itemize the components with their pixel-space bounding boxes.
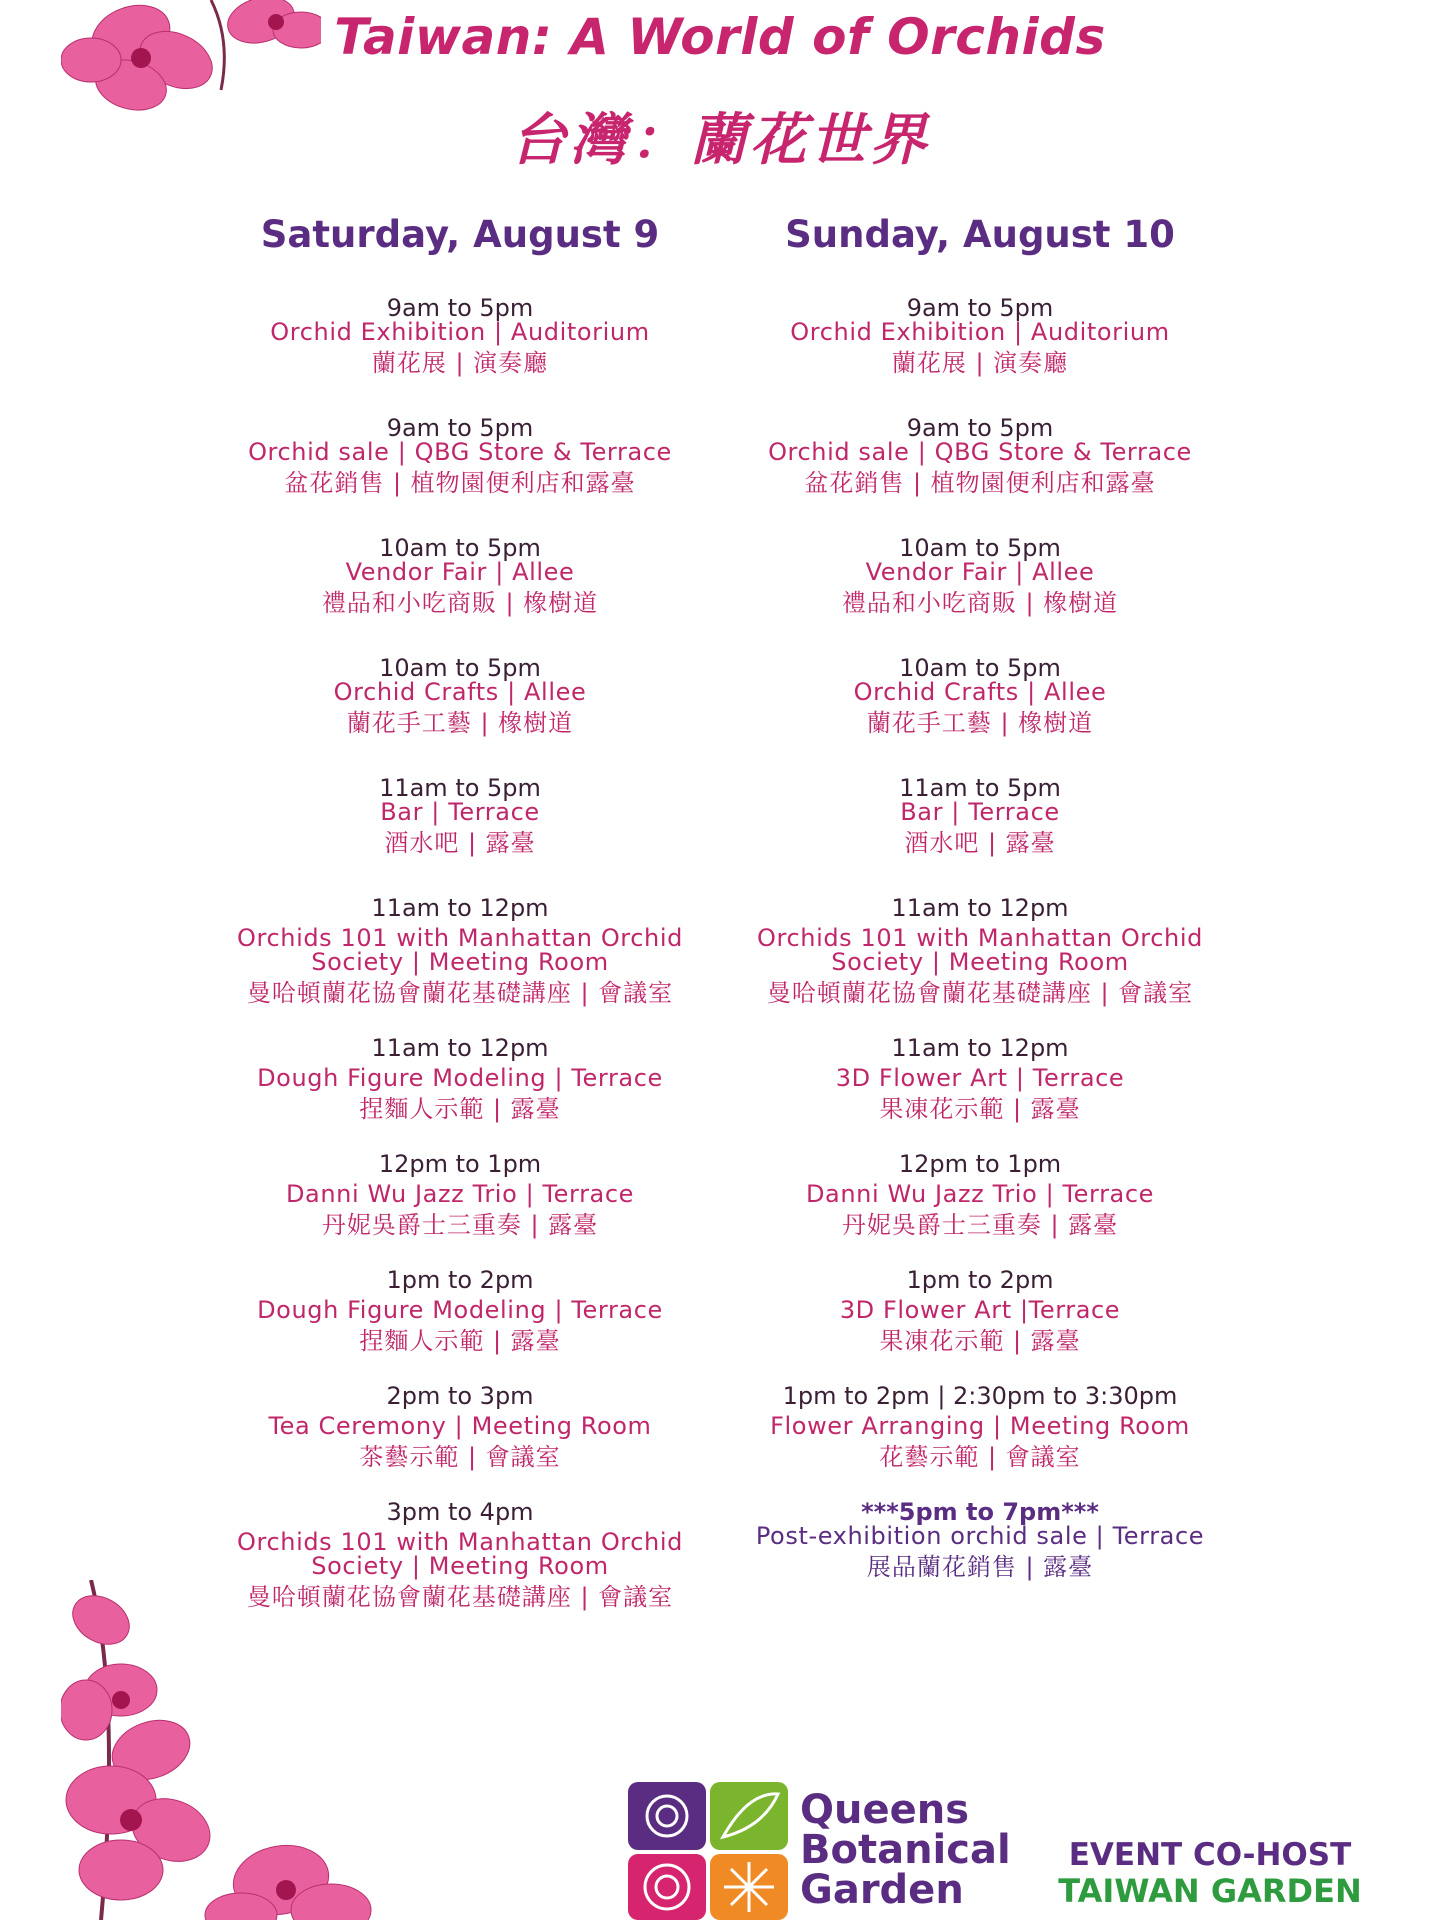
- event-time: 11am to 5pm: [379, 774, 541, 802]
- event-name: Orchid sale | QBG Store & Terrace: [248, 438, 672, 466]
- event-name-chinese: 丹妮吳爵士三重奏 | 露臺: [321, 1211, 599, 1239]
- event-name: Post-exhibition orchid sale | Terrace: [755, 1522, 1205, 1550]
- event-time: 11am to 12pm: [371, 894, 549, 922]
- event-time: 10am to 5pm: [379, 654, 541, 682]
- event-name: Orchids 101 with Manhattan Orchid Society | Meeting Room: [237, 924, 683, 976]
- event-name-chinese: 捏麵人示範 | 露臺: [359, 1095, 561, 1123]
- event-item: [200, 536, 720, 616]
- event-time: 11am to 12pm: [371, 1034, 549, 1062]
- event-item: [200, 1500, 720, 1610]
- event-time: 11am to 5pm: [899, 774, 1061, 802]
- event-name: 3D Flower Art | Terrace: [835, 1064, 1125, 1092]
- event-item: [720, 536, 1240, 616]
- event-time: 10am to 5pm: [899, 654, 1061, 682]
- event-item: [200, 416, 720, 496]
- event-item: [720, 656, 1240, 736]
- event-name: Dough Figure Modeling | Terrace: [257, 1296, 663, 1324]
- event-cohost: [1040, 1838, 1380, 1910]
- logo-line-botanical: Botanical: [800, 1827, 1011, 1873]
- event-name: Danni Wu Jazz Trio | Terrace: [805, 1180, 1155, 1208]
- event-time: 9am to 5pm: [906, 294, 1054, 322]
- event-name-chinese: 蘭花手工藝 | 橡樹道: [346, 709, 574, 737]
- event-item: [720, 896, 1240, 1006]
- event-name: Orchid sale | QBG Store & Terrace: [768, 438, 1192, 466]
- event-name-chinese: 花藝示範 | 會議室: [879, 1443, 1081, 1471]
- event-name: Bar | Terrace: [380, 798, 540, 826]
- event-item: [720, 1152, 1240, 1238]
- event-time: 9am to 5pm: [386, 414, 534, 442]
- event-item: [200, 1036, 720, 1122]
- event-time: 9am to 5pm: [386, 294, 534, 322]
- event-time: 11am to 12pm: [891, 894, 1069, 922]
- event-name-chinese: 果凍花示範 | 露臺: [879, 1327, 1081, 1355]
- event-name: Flower Arranging | Meeting Room: [770, 1412, 1190, 1440]
- event-name: Orchid Crafts | Allee: [853, 678, 1107, 706]
- event-name: Orchid Exhibition | Auditorium: [790, 318, 1170, 346]
- event-name-chinese: 茶藝示範 | 會議室: [359, 1443, 561, 1471]
- sunday-column: [720, 212, 1240, 1580]
- event-item: [200, 776, 720, 856]
- event-item: [720, 1384, 1240, 1470]
- event-name: 3D Flower Art |Terrace: [839, 1296, 1121, 1324]
- queens-botanical-garden-logo-text: [800, 1787, 1011, 1913]
- poster-title-chinese: 台灣：蘭花世界: [510, 108, 930, 173]
- event-time: 12pm to 1pm: [898, 1150, 1062, 1178]
- event-time: 2pm to 3pm: [386, 1382, 534, 1410]
- event-name-chinese: 曼哈頓蘭花協會蘭花基礎講座 | 會議室: [246, 1583, 674, 1611]
- event-item: [200, 1268, 720, 1354]
- event-name-chinese: 盆花銷售 | 植物園便利店和露臺: [804, 469, 1156, 497]
- event-item: [200, 1152, 720, 1238]
- event-time: 1pm to 2pm: [906, 1266, 1054, 1294]
- event-time: 11am to 12pm: [891, 1034, 1069, 1062]
- event-name-chinese: 丹妮吳爵士三重奏 | 露臺: [841, 1211, 1119, 1239]
- event-time: 1pm to 2pm | 2:30pm to 3:30pm: [782, 1382, 1178, 1410]
- event-name: Orchids 101 with Manhattan Orchid Society | Meeting Room: [237, 1528, 683, 1580]
- orchid-decoration-bottom-left: [61, 1580, 381, 1920]
- queens-botanical-garden-logo-mark: [628, 1782, 788, 1920]
- event-item: [720, 1036, 1240, 1122]
- event-item: [200, 296, 720, 376]
- cohost-name: TAIWAN GARDEN: [1058, 1872, 1362, 1910]
- event-item: [720, 1268, 1240, 1354]
- event-name: Vendor Fair | Allee: [345, 558, 575, 586]
- event-time: ***5pm to 7pm***: [861, 1498, 1099, 1526]
- poster-title-english: Taiwan: A World of Orchids: [334, 8, 1106, 66]
- event-time: 12pm to 1pm: [378, 1150, 542, 1178]
- logo-line-queens: Queens: [800, 1787, 970, 1833]
- event-name: Dough Figure Modeling | Terrace: [257, 1064, 663, 1092]
- event-name: Orchid Exhibition | Auditorium: [270, 318, 650, 346]
- event-name-chinese: 曼哈頓蘭花協會蘭花基礎講座 | 會議室: [766, 979, 1194, 1007]
- event-name-chinese: 蘭花手工藝 | 橡樹道: [866, 709, 1094, 737]
- event-time: 1pm to 2pm: [386, 1266, 534, 1294]
- event-item: [720, 1500, 1240, 1580]
- event-name-chinese: 果凍花示範 | 露臺: [879, 1095, 1081, 1123]
- event-name: Orchid Crafts | Allee: [333, 678, 587, 706]
- event-item: [720, 776, 1240, 856]
- event-name: Danni Wu Jazz Trio | Terrace: [285, 1180, 635, 1208]
- event-time: 9am to 5pm: [906, 414, 1054, 442]
- event-name-chinese: 酒水吧 | 露臺: [904, 829, 1056, 857]
- event-item: [200, 896, 720, 1006]
- event-name-chinese: 盆花銷售 | 植物園便利店和露臺: [284, 469, 636, 497]
- logo-line-garden: Garden: [800, 1867, 964, 1913]
- event-name-chinese: 曼哈頓蘭花協會蘭花基礎講座 | 會議室: [246, 979, 674, 1007]
- event-name-chinese: 展品蘭花銷售 | 露臺: [866, 1553, 1094, 1581]
- event-time: 3pm to 4pm: [386, 1498, 534, 1526]
- event-name: Vendor Fair | Allee: [865, 558, 1095, 586]
- event-time: 10am to 5pm: [379, 534, 541, 562]
- event-name-chinese: 蘭花展 | 演奏廳: [371, 349, 549, 377]
- event-item: [200, 1384, 720, 1470]
- event-name: Orchids 101 with Manhattan Orchid Society | Meeting Room: [757, 924, 1203, 976]
- event-time: 10am to 5pm: [899, 534, 1061, 562]
- event-name: Bar | Terrace: [900, 798, 1060, 826]
- event-item: [200, 656, 720, 736]
- event-item: [720, 416, 1240, 496]
- cohost-label: EVENT CO-HOST: [1068, 1837, 1352, 1873]
- event-name-chinese: 捏麵人示範 | 露臺: [359, 1327, 561, 1355]
- event-item: [720, 296, 1240, 376]
- sunday-heading: Sunday, August 10: [785, 213, 1175, 256]
- event-name-chinese: 禮品和小吃商販 | 橡樹道: [321, 589, 599, 617]
- event-name-chinese: 蘭花展 | 演奏廳: [891, 349, 1069, 377]
- saturday-heading: Saturday, August 9: [260, 213, 660, 256]
- saturday-column: [200, 212, 720, 1610]
- event-name-chinese: 酒水吧 | 露臺: [384, 829, 536, 857]
- event-name: Tea Ceremony | Meeting Room: [268, 1412, 652, 1440]
- event-name-chinese: 禮品和小吃商販 | 橡樹道: [841, 589, 1119, 617]
